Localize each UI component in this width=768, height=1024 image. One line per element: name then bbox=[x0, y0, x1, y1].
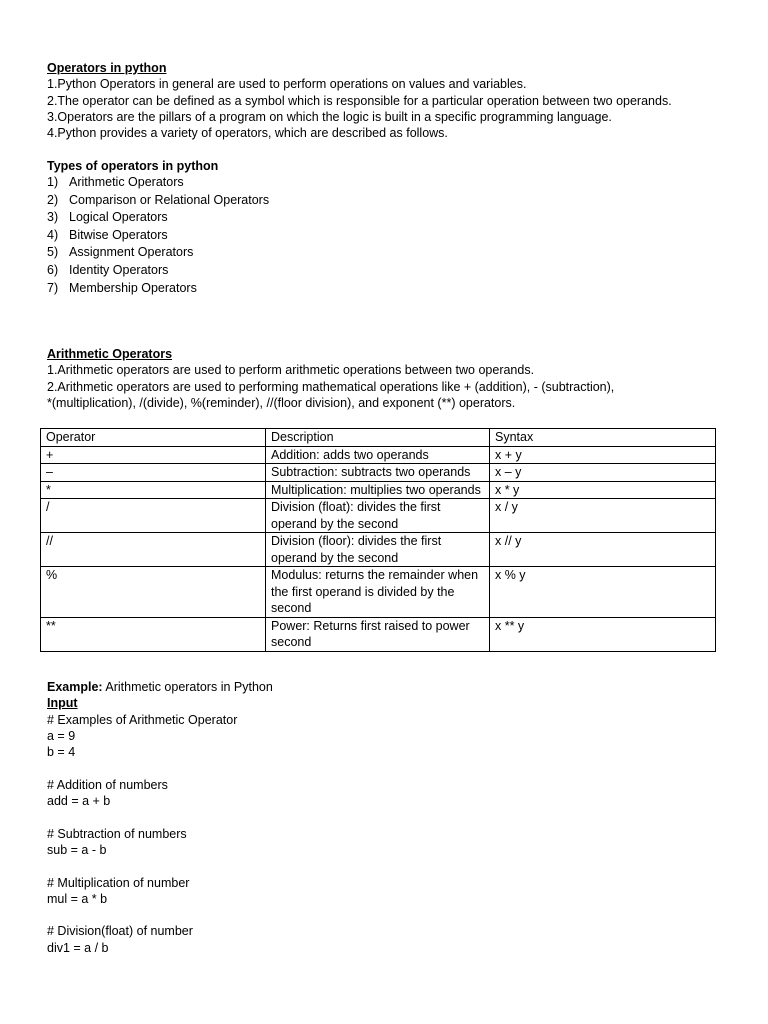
table-row bbox=[41, 481, 716, 499]
table-cell: Multiplication: multiplies two operands bbox=[266, 481, 490, 499]
list-item: 3) Logical Operators bbox=[47, 210, 168, 225]
intro-point: 4.Python provides a variety of operators, which are described as follows. bbox=[47, 126, 448, 141]
table-row bbox=[41, 446, 716, 464]
table-cell: * bbox=[41, 481, 266, 499]
table-cell: x * y bbox=[490, 481, 716, 499]
section-title-types: Types of operators in python bbox=[47, 158, 219, 173]
code-line bbox=[47, 858, 727, 874]
table-cell: x – y bbox=[490, 464, 716, 482]
section-title-operators: Operators in python bbox=[47, 61, 167, 75]
input-label: Input bbox=[47, 696, 78, 711]
table-row bbox=[41, 567, 716, 618]
code-line: mul = a * b bbox=[47, 891, 108, 906]
arithmetic-point: 1.Arithmetic operators are used to perform arithmetic operations between two operands. bbox=[47, 363, 535, 378]
code-line: # Examples of Arithmetic Operator bbox=[47, 712, 238, 727]
list-item: 1) Arithmetic Operators bbox=[47, 175, 184, 190]
intro-point: 2.The operator can be defined as a symbol which is responsible for a particular operation between two operands. bbox=[47, 93, 672, 108]
code-line bbox=[47, 760, 727, 776]
table-cell: x // y bbox=[490, 533, 716, 567]
intro-point: 1.Python Operators in general are used to perform operations on values and variables. bbox=[47, 77, 527, 92]
table-cell: ** bbox=[41, 617, 266, 651]
intro-point: 3.Operators are the pillars of a program on which the logic is built in a specific programming language. bbox=[47, 109, 612, 124]
list-item: 7) Membership Operators bbox=[47, 280, 197, 295]
code-line bbox=[47, 809, 727, 825]
example-section bbox=[47, 679, 727, 956]
operators-table bbox=[40, 428, 716, 652]
table-cell: x / y bbox=[490, 499, 716, 533]
table-cell: Division (floor): divides the first operand by the second bbox=[266, 533, 490, 567]
table-cell: + bbox=[41, 446, 266, 464]
list-item: 5) Assignment Operators bbox=[47, 245, 194, 260]
code-line: a = 9 bbox=[47, 728, 76, 743]
list-item: 4) Bitwise Operators bbox=[47, 227, 168, 242]
arithmetic-section bbox=[47, 346, 737, 411]
arithmetic-point: 2.Arithmetic operators are used to performing mathematical operations like + (addition), - (subtraction), bbox=[47, 379, 615, 394]
types-list bbox=[47, 174, 727, 297]
table-cell: Addition: adds two operands bbox=[266, 446, 490, 464]
section-title-arithmetic: Arithmetic Operators bbox=[47, 347, 173, 361]
table-header: Syntax bbox=[490, 429, 716, 447]
table-cell: / bbox=[41, 499, 266, 533]
table-cell: x + y bbox=[490, 446, 716, 464]
table-cell: % bbox=[41, 567, 266, 618]
table-cell: Subtraction: subtracts two operands bbox=[266, 464, 490, 482]
table-cell: x % y bbox=[490, 567, 716, 618]
table-cell: – bbox=[41, 464, 266, 482]
arithmetic-point: *(multiplication), /(divide), %(reminder), //(floor division), and exponent (**) operators. bbox=[47, 395, 516, 410]
table-cell: Modulus: returns the remainder when the first operand is divided by the second bbox=[266, 567, 490, 618]
code-block bbox=[47, 712, 727, 956]
list-item: 6) Identity Operators bbox=[47, 263, 169, 278]
example-text: Arithmetic operators in Python bbox=[102, 680, 273, 694]
code-line: # Addition of numbers bbox=[47, 777, 168, 792]
document-page bbox=[47, 60, 727, 297]
table-cell: x ** y bbox=[490, 617, 716, 651]
table-row bbox=[41, 533, 716, 567]
example-caption bbox=[47, 679, 727, 695]
example-label: Example: bbox=[47, 680, 103, 694]
list-item: 2) Comparison or Relational Operators bbox=[47, 192, 270, 207]
code-line: # Division(float) of number bbox=[47, 924, 193, 939]
code-line: div1 = a / b bbox=[47, 940, 109, 955]
table-header: Description bbox=[266, 429, 490, 447]
table-row bbox=[41, 617, 716, 651]
table-header: Operator bbox=[41, 429, 266, 447]
code-line: add = a + b bbox=[47, 794, 111, 809]
code-line: b = 4 bbox=[47, 745, 76, 760]
table-row bbox=[41, 464, 716, 482]
table-row bbox=[41, 499, 716, 533]
code-line: sub = a - b bbox=[47, 842, 107, 857]
code-line bbox=[47, 907, 727, 923]
code-line: # Multiplication of number bbox=[47, 875, 190, 890]
code-line: # Subtraction of numbers bbox=[47, 826, 187, 841]
table-header-row bbox=[41, 429, 716, 447]
table-cell: // bbox=[41, 533, 266, 567]
table-cell: Division (float): divides the first operand by the second bbox=[266, 499, 490, 533]
table-cell: Power: Returns first raised to power second bbox=[266, 617, 490, 651]
